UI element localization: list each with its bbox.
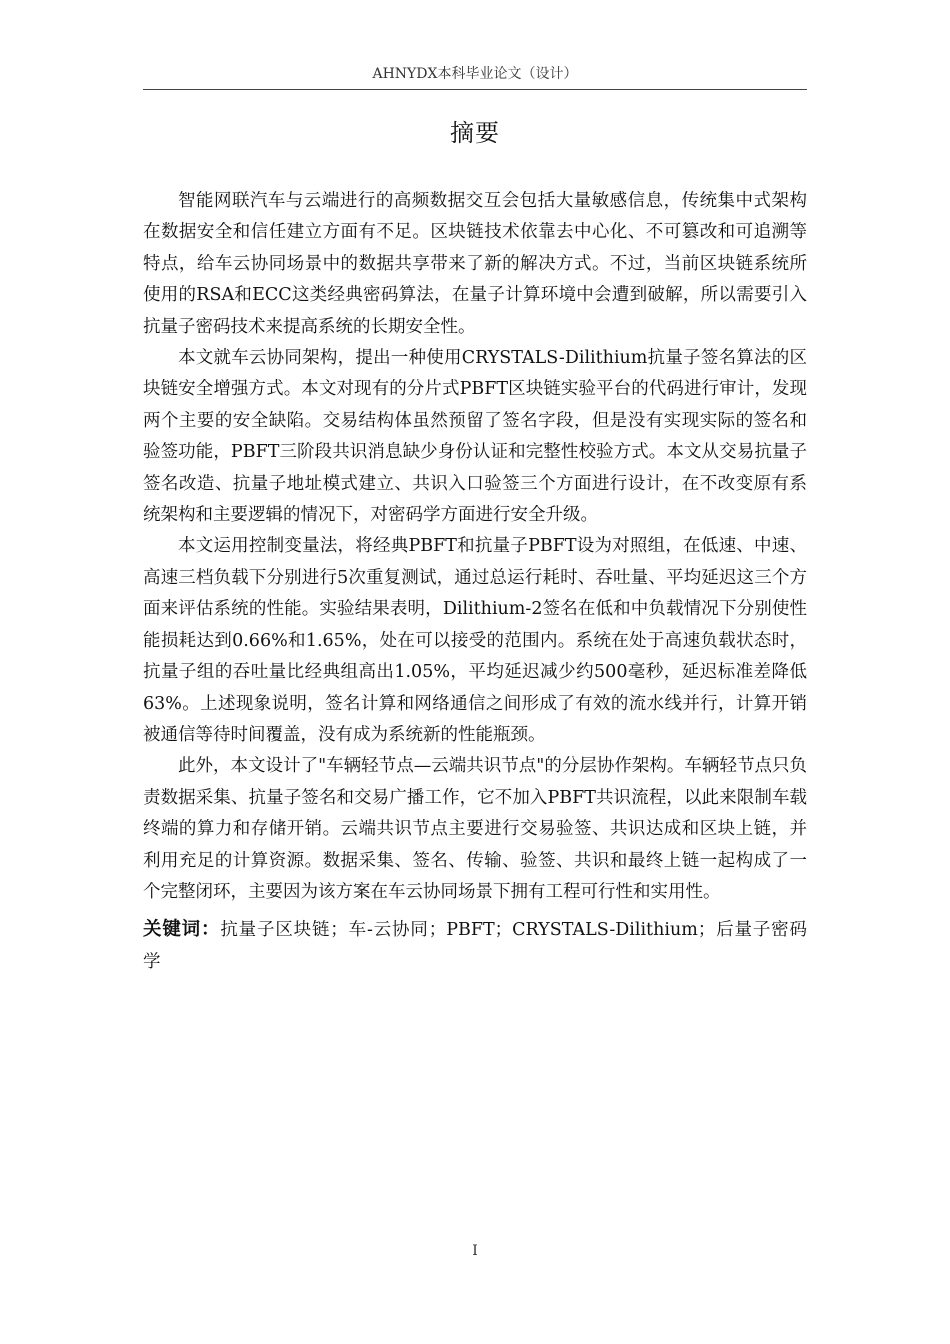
abstract-paragraph-2: 本文就车云协同架构，提出一种使用CRYSTALS-Dilithium抗量子签名算法的区块链安全增强方式。本文对现有的分片式PBFT区块链实验平台的代码进行审计，发现两个主要的安全缺陷。交易结构体虽然预留了签名字段，但是没有实现实际的签名和验签功能，PBFT三阶段共识消息缺少身份认证和完整性校验方式。本文从交易抗量子签名改造、抗量子地址模式建立、共识入口验签三个方面进行设计，在不改变原有系统架构和主要逻辑的情况下，对密码学方面进行安全升级。 [143,348,807,526]
keywords-text: 抗量子区块链；车-云协同；PBFT；CRYSTALS-Dilithium；后量子密码学 [143,920,807,972]
page-number: I [472,1243,478,1259]
abstract-paragraph-1: 智能网联汽车与云端进行的高频数据交互会包括大量敏感信息，传统集中式架构在数据安全和信任建立方面有不足。区块链技术依靠去中心化、不可篡改和可追溯等特点，给车云协同场景中的数据共享带来了新的解决方式。不过，当前区块链系统所使用的RSA和ECC这类经典密码算法，在量子计算环境中会遭到破解，所以需要引入抗量子密码技术来提高系统的长期安全性。 [143,191,807,337]
running-header: AHNYDX本科毕业论文（设计） [372,66,578,82]
abstract-body [143,186,807,978]
page-title: 摘要 [450,119,500,147]
abstract-paragraph-3: 本文运用控制变量法，将经典PBFT和抗量子PBFT设为对照组，在低速、中速、高速三档负载下分别进行5次重复测试，通过总运行耗时、吞吐量、平均延迟这三个方面来评估系统的性能。实验结果表明，Dilithium-2签名在低和中负载情况下分别使性能损耗达到0.66%和1.65%，处在可以接受的范围内。系统在处于高速负载状态时，抗量子组的吞吐量比经典组高出1.05%，平均延迟减少约500毫秒，延迟标准差降低63%。上述现象说明，签名计算和网络通信之间形成了有效的流水线并行，计算开销被通信等待时间覆盖，没有成为系统新的性能瓶颈。 [143,536,807,745]
keywords-line [143,914,807,978]
keywords-label: 关键词： [143,919,221,941]
header-rule [143,89,807,90]
abstract-paragraph-4: 此外，本文设计了"车辆轻节点—云端共识节点"的分层协作架构。车辆轻节点只负责数据采集、抗量子签名和交易广播工作，它不加入PBFT共识流程，以此来限制车载终端的算力和存储开销。云端共识节点主要进行交易验签、共识达成和区块上链，并利用充足的计算资源。数据采集、签名、传输、验签、共识和最终上链一起构成了一个完整闭环，主要因为该方案在车云协同场景下拥有工程可行性和实用性。 [143,756,807,902]
